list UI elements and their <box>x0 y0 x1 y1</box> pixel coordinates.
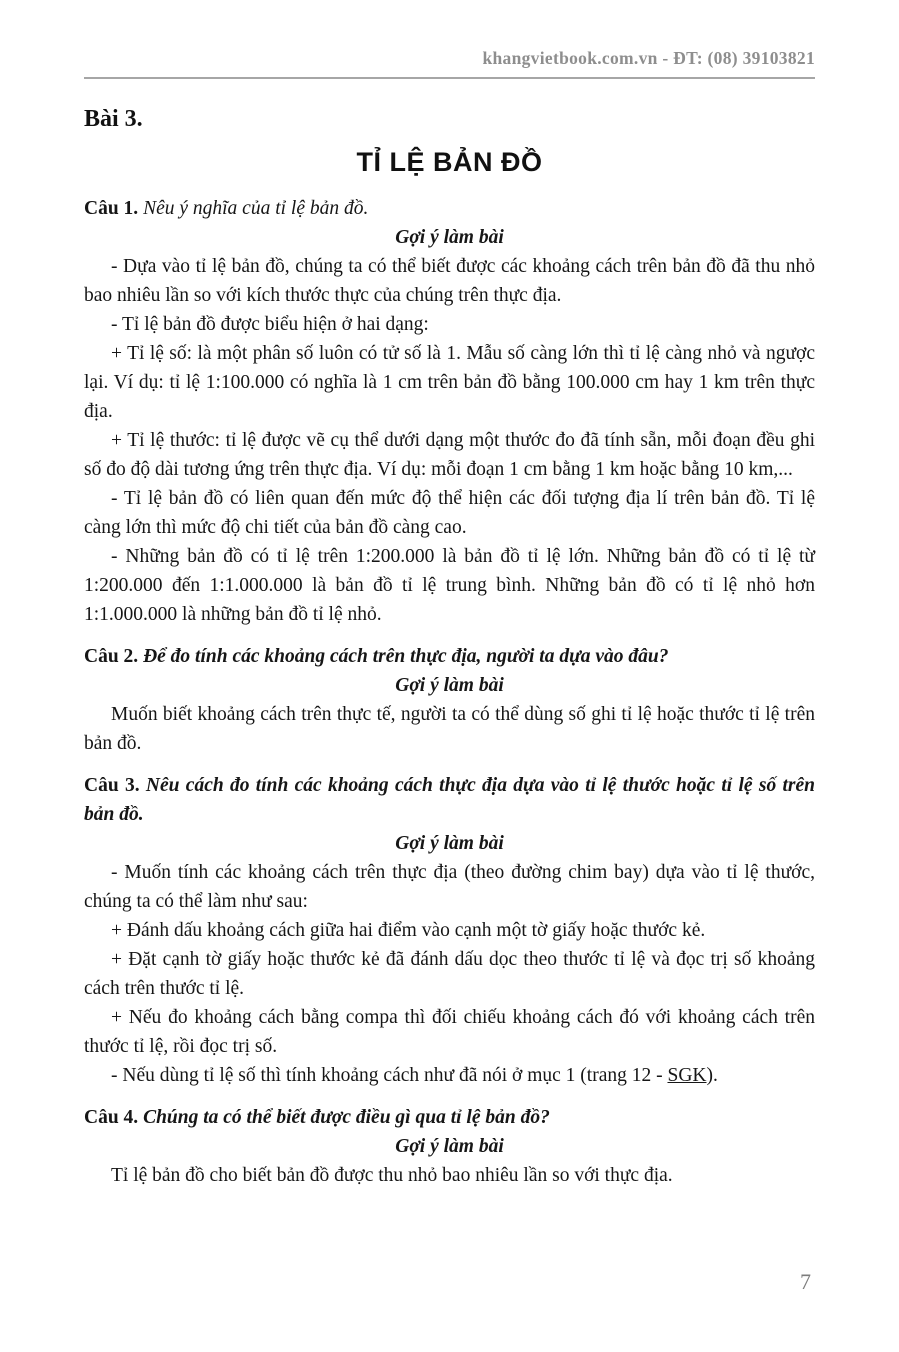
question-label: Câu 4. <box>84 1107 139 1129</box>
page-header <box>84 46 815 79</box>
question-line <box>84 194 815 223</box>
hint-heading: Gợi ý làm bài <box>395 227 504 249</box>
hint-heading: Gợi ý làm bài <box>395 675 504 697</box>
paragraph: - Những bản đồ có tỉ lệ trên 1:200.000 là bản đồ tỉ lệ lớn. Những bản đồ có tỉ lệ từ 1:200.000 đến 1:1.000.000 là bản đồ tỉ lệ trung bình. Những bản đồ có tỉ lệ nhỏ hơn 1:1.000.000 là những bản đồ tỉ lệ nhỏ. <box>84 546 815 626</box>
website-header-text: khangvietbook.com.vn - ĐT: (08) 39103821 <box>482 48 815 68</box>
paragraph: + Đánh dấu khoảng cách giữa hai điểm vào cạnh một tờ giấy hoặc thước kẻ. <box>111 920 706 942</box>
lesson-number: Bài 3. <box>84 106 143 132</box>
paragraph: + Nếu đo khoảng cách bằng compa thì đối chiếu khoảng cách đó với khoảng cách trên thước tỉ lệ, rồi đọc trị số. <box>84 1007 815 1058</box>
question-text: Nêu ý nghĩa của tỉ lệ bản đồ. <box>143 198 369 220</box>
question-line <box>84 771 815 829</box>
paragraph: - Tỉ lệ bản đồ có liên quan đến mức độ thể hiện các đối tượng địa lí trên bản đồ. Tỉ lệ càng lớn thì mức độ chi tiết của bản đồ càng cao. <box>84 488 815 539</box>
question-line <box>84 1103 815 1132</box>
question-4-section <box>84 1103 815 1190</box>
paragraph-text: - Nếu dùng tỉ lệ số thì tính khoảng cách như đã nói ở mục 1 (trang 12 - <box>111 1065 668 1087</box>
paragraph-text: ). <box>706 1065 718 1087</box>
lesson-title: TỈ LỆ BẢN ĐỒ <box>356 146 543 177</box>
question-3-section <box>84 771 815 1090</box>
paragraph: + Đặt cạnh tờ giấy hoặc thước kẻ đã đánh dấu dọc theo thước tỉ lệ và đọc trị số khoảng cách trên thước tỉ lệ. <box>84 949 815 1000</box>
paragraph: + Tỉ lệ thước: tỉ lệ được vẽ cụ thể dưới dạng một thước đo đã tính sẵn, mỗi đoạn đều ghi số đo độ dài tương ứng trên thực địa. Ví dụ: mỗi đoạn 1 cm bằng 1 km hoặc bằng 10 km,... <box>84 430 815 481</box>
question-line <box>84 642 815 671</box>
paragraph: Muốn biết khoảng cách trên thực tế, người ta có thể dùng số ghi tỉ lệ hoặc thước tỉ lệ trên bản đồ. <box>84 704 815 755</box>
question-text: Để đo tính các khoảng cách trên thực địa, người ta dựa vào đâu? <box>143 646 669 668</box>
page-number: 7 <box>800 1269 811 1294</box>
question-label: Câu 2. <box>84 646 139 668</box>
underlined-text: SGK <box>667 1065 707 1087</box>
paragraph: - Muốn tính các khoảng cách trên thực địa (theo đường chim bay) dựa vào tỉ lệ thước, chúng ta có thể làm như sau: <box>84 862 815 913</box>
question-text: Chúng ta có thể biết được điều gì qua tỉ lệ bản đồ? <box>143 1107 550 1129</box>
question-1-section <box>84 194 815 629</box>
paragraph: - Dựa vào tỉ lệ bản đồ, chúng ta có thể biết được các khoảng cách trên bản đồ đã thu nhỏ bao nhiêu lần so với kích thước thực của chúng trên thực địa. <box>84 256 815 307</box>
paragraph: + Tỉ lệ số: là một phân số luôn có tử số là 1. Mẫu số càng lớn thì tỉ lệ càng nhỏ và ngược lại. Ví dụ: tỉ lệ 1:100.000 có nghĩa là 1 cm trên bản đồ bằng 100.000 cm hay 1 km trên thực địa. <box>84 343 815 423</box>
paragraph: Tỉ lệ bản đồ cho biết bản đồ được thu nhỏ bao nhiêu lần so với thực địa. <box>111 1165 673 1187</box>
hint-heading: Gợi ý làm bài <box>395 833 504 855</box>
hint-heading: Gợi ý làm bài <box>395 1136 504 1158</box>
question-label: Câu 1. <box>84 198 139 220</box>
paragraph: - Tỉ lệ bản đồ được biểu hiện ở hai dạng: <box>111 314 429 336</box>
paragraph <box>84 1061 815 1090</box>
question-2-section <box>84 642 815 758</box>
question-text: Nêu cách đo tính các khoảng cách thực địa dựa vào tỉ lệ thước hoặc tỉ lệ số trên bản đồ. <box>84 775 815 826</box>
question-label: Câu 3. <box>84 775 140 797</box>
